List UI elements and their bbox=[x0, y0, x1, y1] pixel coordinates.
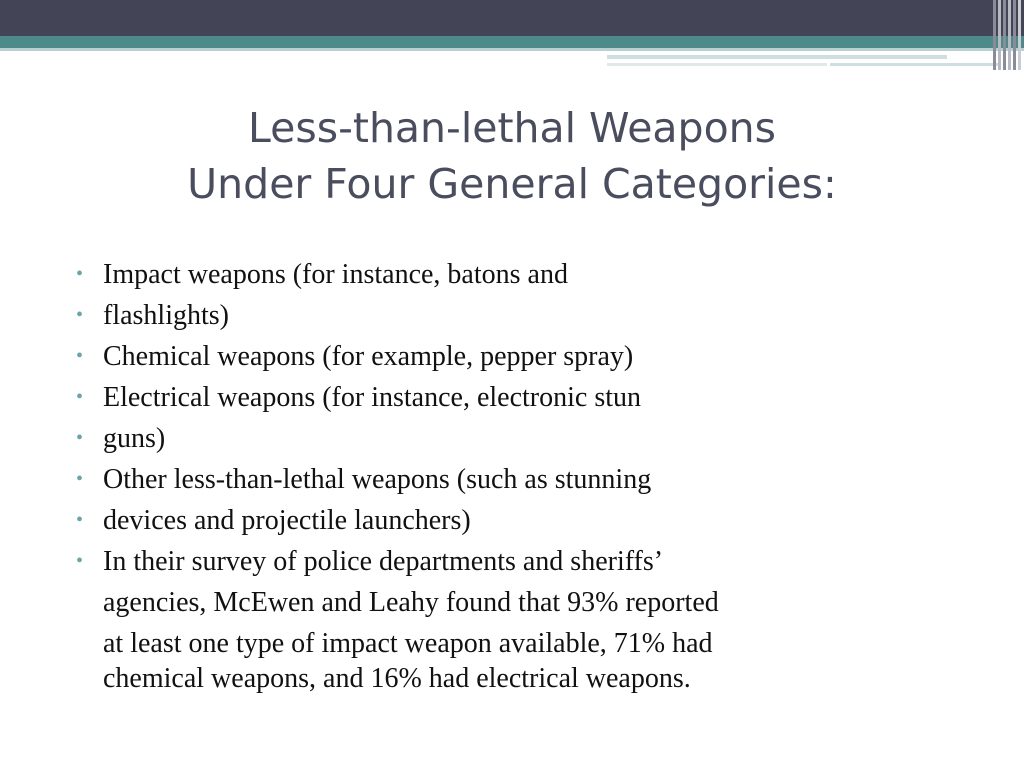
bullet-item-survey bbox=[76, 541, 976, 694]
title-line-1: Less-than-lethal Weapons bbox=[248, 104, 776, 152]
bullet-icon: • bbox=[76, 263, 84, 285]
bullet-text: Chemical weapons (for example, pepper spray) bbox=[103, 341, 634, 372]
header-stripe bbox=[993, 0, 996, 70]
bullet-text-line: In their survey of police departments and sheriffs’ bbox=[103, 546, 664, 577]
bullet-item bbox=[76, 254, 976, 295]
slide-title bbox=[0, 100, 1024, 212]
bullet-text-line: agencies, McEwen and Leahy found that 93% reported bbox=[103, 587, 719, 618]
header-stripe bbox=[1003, 0, 1006, 70]
bullet-item bbox=[76, 459, 976, 500]
bullet-item bbox=[76, 377, 976, 418]
bullet-text: devices and projectile launchers) bbox=[103, 505, 471, 536]
bullet-icon: • bbox=[76, 550, 84, 572]
bullet-text: Electrical weapons (for instance, electronic stun bbox=[103, 382, 641, 413]
title-line-2: Under Four General Categories: bbox=[187, 160, 837, 208]
bullet-list bbox=[76, 254, 976, 694]
header-stripe bbox=[1018, 0, 1021, 70]
bullet-icon: • bbox=[76, 427, 84, 449]
bullet-icon: • bbox=[76, 468, 84, 490]
bullet-text: guns) bbox=[103, 423, 166, 454]
header-band-light bbox=[0, 48, 1024, 51]
header-stripe bbox=[1013, 0, 1016, 70]
bullet-icon: • bbox=[76, 345, 84, 367]
header-accent-line bbox=[607, 63, 827, 66]
bullet-icon: • bbox=[76, 304, 84, 326]
header-accent-line bbox=[607, 55, 947, 59]
bullet-text: Other less-than-lethal weapons (such as stunning bbox=[103, 464, 652, 495]
bullet-text-line: at least one type of impact weapon available, 71% had bbox=[103, 628, 713, 659]
header-stripe bbox=[998, 0, 1001, 70]
bullet-item bbox=[76, 295, 976, 336]
header-accent-line bbox=[830, 63, 1000, 66]
header-stripe bbox=[1008, 0, 1011, 70]
bullet-icon: • bbox=[76, 386, 84, 408]
bullet-text: Impact weapons (for instance, batons and bbox=[103, 259, 568, 290]
bullet-text: flashlights) bbox=[103, 300, 229, 331]
bullet-item bbox=[76, 418, 976, 459]
header-band-dark bbox=[0, 0, 1024, 36]
header-band-teal bbox=[0, 36, 1024, 48]
bullet-item bbox=[76, 336, 976, 377]
bullet-text-line: chemical weapons, and 16% had electrical weapons. bbox=[103, 663, 691, 694]
bullet-icon: • bbox=[76, 509, 84, 531]
bullet-item bbox=[76, 500, 976, 541]
